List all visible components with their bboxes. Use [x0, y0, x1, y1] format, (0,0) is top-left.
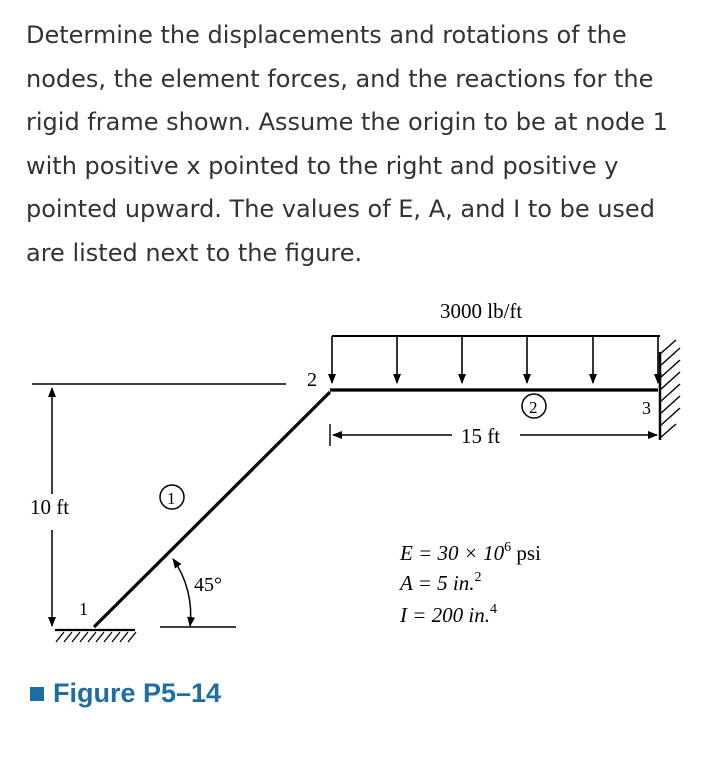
height-dimension: [32, 384, 286, 626]
property-I-exponent: 4: [490, 602, 497, 617]
node-2-label: 2: [307, 369, 317, 391]
fixed-support-node-3: [660, 340, 680, 440]
element-1-label: 1: [167, 489, 176, 508]
angle-label: 45°: [194, 574, 222, 596]
caption-text: Figure P5–14: [53, 678, 222, 708]
problem-statement: Determine the displacements and rotations of the nodes, the element forces, and the reactions for the rigid frame shown. Assume the origin to be at node 1 with positive x pointed to the right and positive y pointed upward. The values of E, A, and I to be used are listed next to the figure.: [26, 21, 668, 267]
property-A: A = 5 in.$^2$: [400, 570, 482, 595]
node-1-label: 1: [79, 599, 88, 619]
caption-square-icon: [30, 687, 44, 701]
pin-support-node-1: [55, 630, 136, 642]
property-E: $E = 30 \times 10^6$ psi: [400, 540, 541, 565]
property-E-exponent: 6: [504, 540, 512, 555]
height-label: 10 ft: [30, 495, 70, 519]
span-label: 15 ft: [461, 424, 501, 448]
frame-figure: [0, 280, 710, 680]
distributed-load: [332, 336, 660, 383]
property-A-exponent: 2: [474, 570, 482, 585]
property-I: I = 200 in.$^4$: [400, 602, 497, 627]
load-label: 3000 lb/ft: [440, 299, 523, 323]
node-3-label: 3: [642, 398, 651, 418]
property-E-unit: psi: [511, 541, 541, 565]
figure-caption: [30, 678, 221, 709]
element-2-label: 2: [529, 398, 538, 417]
